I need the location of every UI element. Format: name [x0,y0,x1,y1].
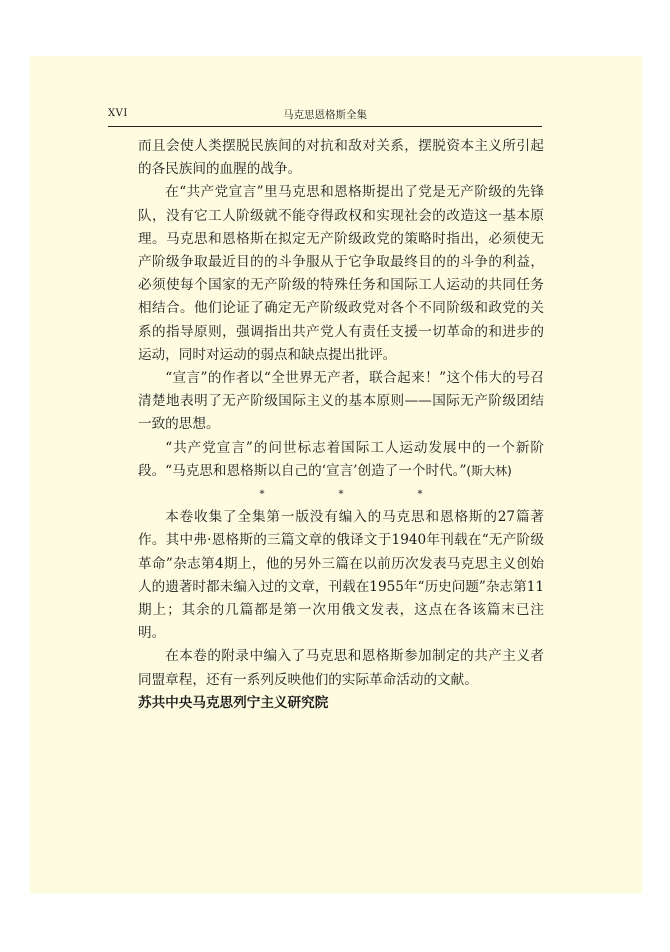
paragraph-3: “宣言”的作者以“全世界无产者，联合起来！”这个伟大的号召清楚地表明了无产阶级国际主义的基本原则——国际无产阶级团结一致的思想。 [138,370,544,433]
section-separator [138,483,544,506]
paragraph-5: 本卷收集了全集第一版没有编入的马克思和恩格斯的27篇著作。其中弗·恩格斯的三篇文章的俄译文于1940年刊载在“无产阶级革命”杂志第4期上，他的另外三篇在以前历次发表马克思主义创始人的遗著时都未编入过的文章，刊载在1955年“历史问题”杂志第11期上；其余的几篇都是第一次用俄文发表，这点在各该篇末已注明。 [138,509,544,642]
quote-author: (斯大林) [466,463,512,478]
separator-star: * [338,489,344,501]
paragraph-6: 在本卷的附录中编入了马克思和恩格斯参加制定的共产主义者同盟章程，还有一系列反映他们的实际革命活动的文献。 [138,648,544,688]
paragraph-2: 在“共产党宣言”里马克思和恩格斯提出了党是无产阶级的先锋队，没有它工人阶级就不能夺得政权和实现社会的改造这一基本原理。马克思和恩格斯在拟定无产阶级政党的策略时指出，必须使无产阶级争取最近目的的斗争服从于它争取最终目的的斗争的利益，必须使每个国家的无产阶级的特殊任务和国际工人运动的共同任务相结合。他们论证了确定无产阶级政党对各个不同阶级和政党的关系的指导原则，强调指出共产党人有责任支援一切革命的和进步的运动，同时对运动的弱点和缺点提出批评。 [138,184,544,363]
separator-star: * [259,489,265,501]
running-header [108,106,542,127]
paragraph-4 [138,437,544,483]
paragraph-4-text: “共产党宣言”的问世标志着国际工人运动发展中的一个新阶段。“马克思和恩格斯以自己的‘宣言’创造了一个时代。” [138,439,544,479]
page-number: XVI [108,108,128,119]
main-text [138,135,544,715]
separator-star: * [417,489,423,501]
signature: 苏共中央马克思列宁主义研究院 [138,694,329,711]
book-title: 马克思恩格斯全集 [283,109,367,121]
paragraph-1: 而且会使人类摆脱民族间的对抗和敌对关系，摆脱资本主义所引起的各民族间的血腥的战争。 [138,138,544,178]
